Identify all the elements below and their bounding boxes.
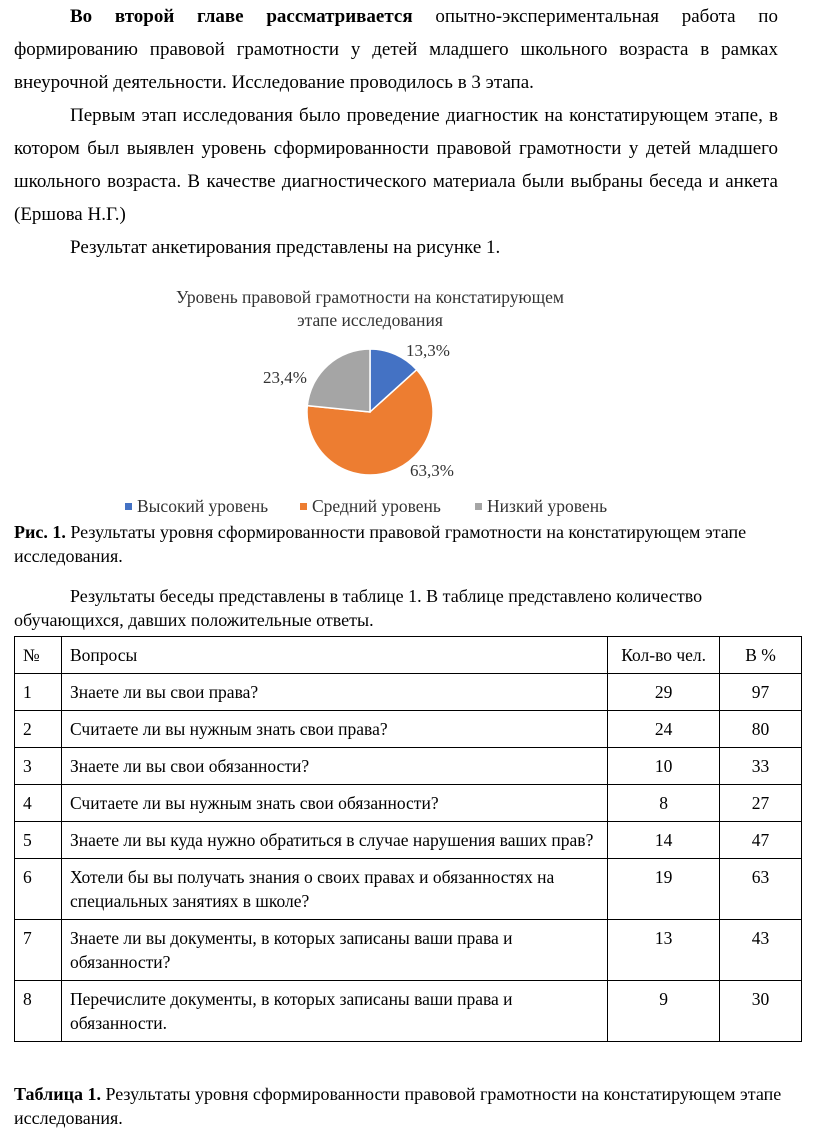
table-intro-paragraph: Результаты беседы представлены в таблице 1. В таблице представлено количество обучающихся, давших положительные ответы. xyxy=(14,586,703,630)
table-row xyxy=(15,859,802,920)
row-number: 7 xyxy=(15,920,62,981)
row-percent: 80 xyxy=(720,711,802,748)
row-count: 8 xyxy=(608,785,720,822)
figure-caption-text: Результаты уровня сформированности правовой грамотности на констатирующем этапе исследования. xyxy=(14,522,747,566)
legend-swatch xyxy=(125,503,132,510)
legend-swatch xyxy=(300,503,307,510)
header-percent: В % xyxy=(720,637,802,674)
row-count: 13 xyxy=(608,920,720,981)
table-caption-label: Таблица 1. xyxy=(14,1084,101,1104)
intro-bold-phrase: Во второй главе рассматривается xyxy=(70,6,413,27)
row-question: Перечислите документы, в которых записаны ваши права и обязанности. xyxy=(61,981,607,1042)
table-caption xyxy=(14,1082,794,1130)
intro-paragraph-1 xyxy=(14,0,778,99)
legend-label: Средний уровень xyxy=(312,496,441,516)
pie-chart xyxy=(0,280,816,520)
intro-text: опытно-экспериментальная работа по формированию правовой грамотности у детей младшего школьного возраста в рамках внеурочной деятельности. Исследование проводилось в 3 этапа. xyxy=(14,6,778,93)
table-caption-text: Результаты уровня сформированности правовой грамотности на констатирующем этапе исследования. xyxy=(14,1084,782,1128)
pie-slice-label: 13,3% xyxy=(406,341,450,360)
intro-paragraph-3: Результат анкетирования представлены на рисунке 1. xyxy=(70,237,501,258)
intro-paragraph-2: Первым этап исследования было проведение диагностик на констатирующем этапе, в котором был выявлен уровень сформированности правовой грамотности у детей младшего школьного возраста. В качестве диагностического материала были выбраны беседа и анкета (Ершова Н.Г.) xyxy=(14,105,778,225)
legend-label: Высокий уровень xyxy=(137,496,269,516)
legend-label: Низкий уровень xyxy=(487,496,608,516)
row-question: Считаете ли вы нужным знать свои обязанности? xyxy=(61,785,607,822)
table-row xyxy=(15,981,802,1042)
row-count: 29 xyxy=(608,674,720,711)
row-question: Знаете ли вы свои права? xyxy=(61,674,607,711)
results-table xyxy=(14,636,802,1042)
header-count: Кол-во чел. xyxy=(608,637,720,674)
chart-title-line-2: этапе исследования xyxy=(297,310,443,330)
row-number: 5 xyxy=(15,822,62,859)
row-number: 4 xyxy=(15,785,62,822)
table-row xyxy=(15,920,802,981)
row-count: 14 xyxy=(608,822,720,859)
row-percent: 47 xyxy=(720,822,802,859)
table-row xyxy=(15,674,802,711)
row-question: Знаете ли вы куда нужно обратиться в случае нарушения ваших прав? xyxy=(61,822,607,859)
row-percent: 97 xyxy=(720,674,802,711)
table-row xyxy=(15,785,802,822)
row-count: 24 xyxy=(608,711,720,748)
row-percent: 43 xyxy=(720,920,802,981)
row-question: Знаете ли вы свои обязанности? xyxy=(61,748,607,785)
row-number: 3 xyxy=(15,748,62,785)
pie-slice-label: 63,3% xyxy=(410,461,454,480)
legend-swatch xyxy=(475,503,482,510)
table-row xyxy=(15,711,802,748)
row-question: Хотели бы вы получать знания о своих правах и обязанностях на специальных занятиях в школе? xyxy=(61,859,607,920)
row-count: 19 xyxy=(608,859,720,920)
figure-caption xyxy=(14,520,794,568)
row-question: Знаете ли вы документы, в которых записаны ваши права и обязанности? xyxy=(61,920,607,981)
row-count: 9 xyxy=(608,981,720,1042)
row-percent: 33 xyxy=(720,748,802,785)
row-count: 10 xyxy=(608,748,720,785)
table-header-row xyxy=(15,637,802,674)
row-percent: 63 xyxy=(720,859,802,920)
row-number: 2 xyxy=(15,711,62,748)
figure-caption-label: Рис. 1. xyxy=(14,522,66,542)
row-number: 6 xyxy=(15,859,62,920)
header-questions: Вопросы xyxy=(61,637,607,674)
row-number: 1 xyxy=(15,674,62,711)
table-row xyxy=(15,822,802,859)
row-percent: 30 xyxy=(720,981,802,1042)
row-question: Считаете ли вы нужным знать свои права? xyxy=(61,711,607,748)
chart-title-line-1: Уровень правовой грамотности на констатирующем xyxy=(176,287,564,307)
pie-slice xyxy=(307,349,370,412)
table-row xyxy=(15,748,802,785)
row-percent: 27 xyxy=(720,785,802,822)
pie-slice-label: 23,4% xyxy=(263,368,307,387)
header-number: № xyxy=(15,637,62,674)
row-number: 8 xyxy=(15,981,62,1042)
